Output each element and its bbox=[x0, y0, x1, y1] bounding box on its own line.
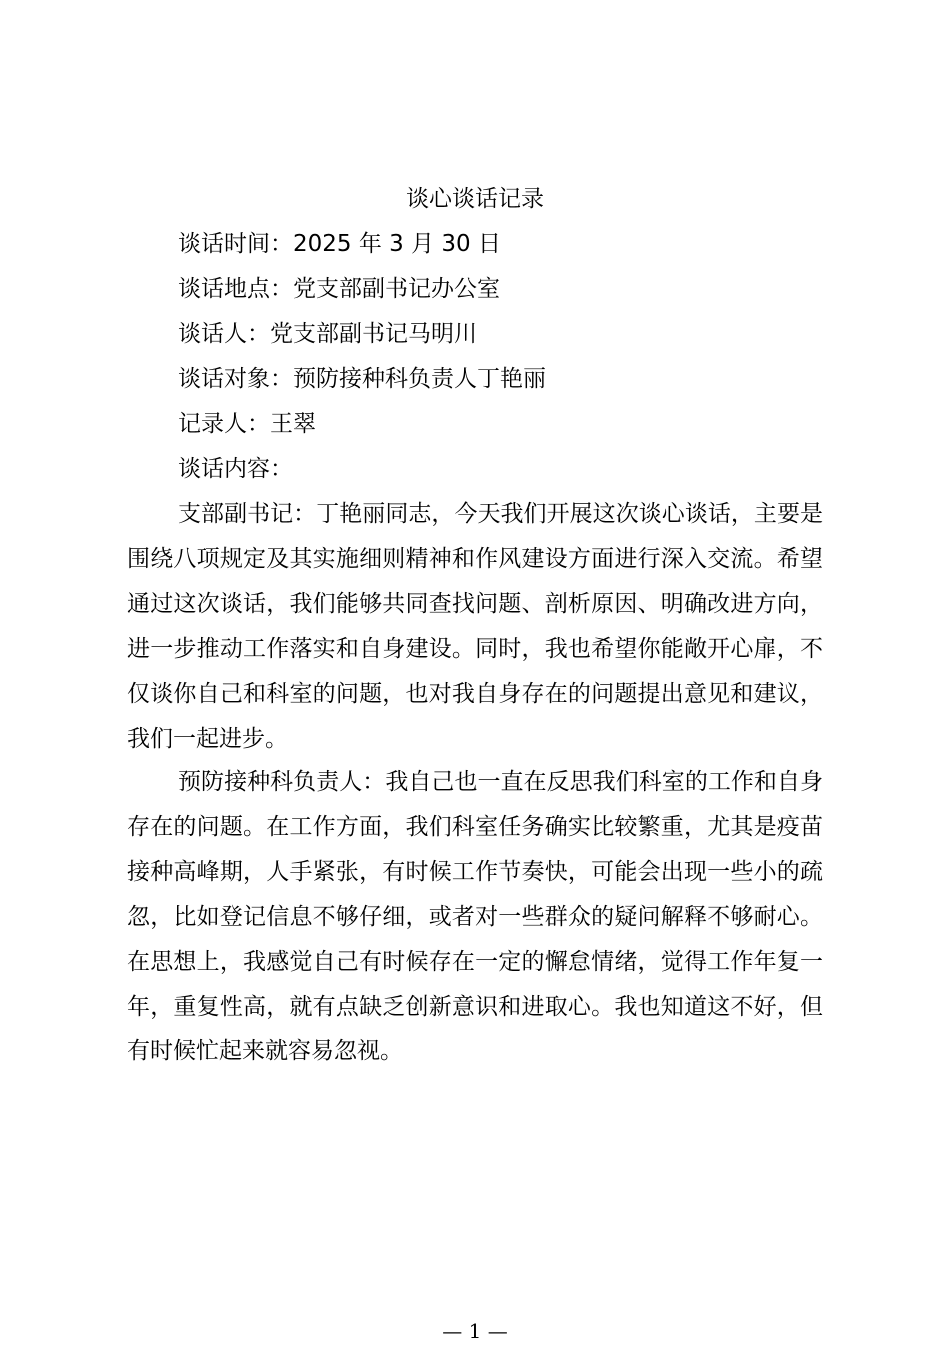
meta-recorder: 记录人：王翠 bbox=[178, 411, 316, 437]
meta-talk-location: 谈话地点：党支部副书记办公室 bbox=[178, 276, 500, 302]
paragraph-department-head: 预防接种科负责人：我自己也一直在反思我们科室的工作和自身存在的问题。在工作方面，我们科室任务确实比较繁重，尤其是疫苗接种高峰期，人手紧张，有时候工作节奏快，可能会出现一些小的疏忽，比如登记信息不够仔细，或者对一些群众的疑问解释不够耐心。在思想上，我感觉自己有时候存在一定的懈怠情绪，觉得工作年复一年，重复性高，就有点缺乏创新意识和进取心。我也知道这不好，但有时候忙起来就容易忽视。 bbox=[127, 769, 823, 1065]
meta-talk-time: 谈话时间：2025 年 3 月 30 日 bbox=[178, 231, 501, 257]
meta-content-label: 谈话内容： bbox=[178, 456, 293, 482]
document-title: 谈心谈话记录 bbox=[406, 186, 544, 212]
meta-talker: 谈话人：党支部副书记马明川 bbox=[178, 321, 477, 347]
meta-talk-subject: 谈话对象：预防接种科负责人丁艳丽 bbox=[178, 366, 546, 392]
page-number: — 1 — bbox=[442, 1319, 508, 1343]
paragraph-secretary: 支部副书记：丁艳丽同志，今天我们开展这次谈心谈话，主要是围绕八项规定及其实施细则精神和作风建设方面进行深入交流。希望通过这次谈话，我们能够共同查找问题、剖析原因、明确改进方向，进一步推动工作落实和自身建设。同时，我也希望你能敞开心扉，不仅谈你自己和科室的问题，也对我自身存在的问题提出意见和建议，我们一起进步。 bbox=[127, 501, 823, 752]
